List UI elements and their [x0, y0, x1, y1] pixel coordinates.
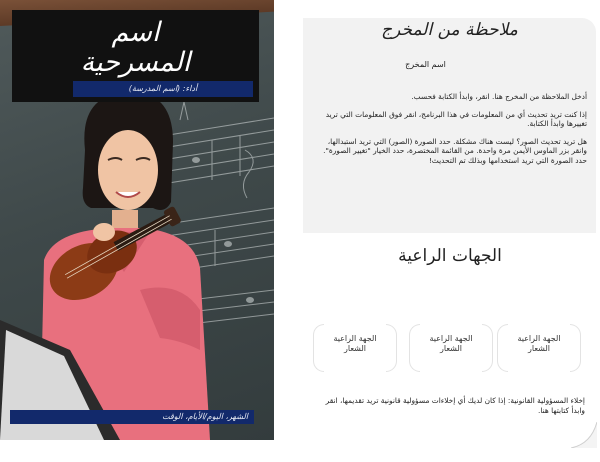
- note-paragraph: إذا كنت تريد تحديث أي من المعلومات في هذا البرنامج، انقر فوق المعلومات التي تريد تغييرها وابدأ الكتابة.: [325, 109, 587, 128]
- date-time-banner[interactable]: الشهر، اليوم/الأيام، الوقت: [10, 410, 254, 424]
- sponsor-name: الجهة الراعية: [333, 334, 377, 343]
- performer-banner[interactable]: أداء: (اسم المدرسة): [73, 81, 253, 97]
- sponsor-logo-placeholder[interactable]: [313, 324, 397, 372]
- legal-disclaimer[interactable]: إخلاء المسؤولية القانونية: إذا كان لديك أي إخلاءات مسؤولية قانونية تريد تقديمها، انقر وابدأ كتابتها هنا.: [325, 396, 585, 415]
- sponsor-name: الجهة الراعية: [517, 334, 561, 343]
- director-name[interactable]: اسم المخرج: [405, 60, 446, 69]
- sponsors-heading[interactable]: الجهات الراعية: [398, 246, 502, 266]
- sponsor-logo-label: الشعار: [528, 344, 550, 353]
- sponsor-name: الجهة الراعية: [429, 334, 473, 343]
- page-curl: [571, 422, 597, 448]
- sponsor-logo-label: الشعار: [440, 344, 462, 353]
- director-note-body[interactable]: [315, 92, 587, 173]
- sponsor-logo-placeholder[interactable]: [409, 324, 493, 372]
- sponsor-logos: [303, 324, 597, 384]
- note-paragraph: هل تريد تحديث الصور؟ ليست هناك مشكلة. حدد الصورة (الصور) التي تريد استبدالها، وانقر بزر الماوس الأيمن مرة واحدة. من القائمة المختصرة، حدد الخيار "تغيير الصورة". حدد الصورة التي تريد استخدامها وبذلك تم التحديث!: [323, 136, 587, 165]
- sponsor-logo-label: الشعار: [344, 344, 366, 353]
- play-title[interactable]: اسم المسرحية: [80, 17, 191, 78]
- note-paragraph: أدخل الملاحظة من المخرج هنا. انقر، وابدأ الكتابة فحسب.: [411, 92, 587, 101]
- program-inside-page: [303, 18, 597, 448]
- director-note-panel: [303, 18, 596, 233]
- director-note-heading[interactable]: ملاحظة من المخرج: [381, 20, 518, 40]
- program-cover: [0, 0, 274, 440]
- sponsor-logo-placeholder[interactable]: [497, 324, 581, 372]
